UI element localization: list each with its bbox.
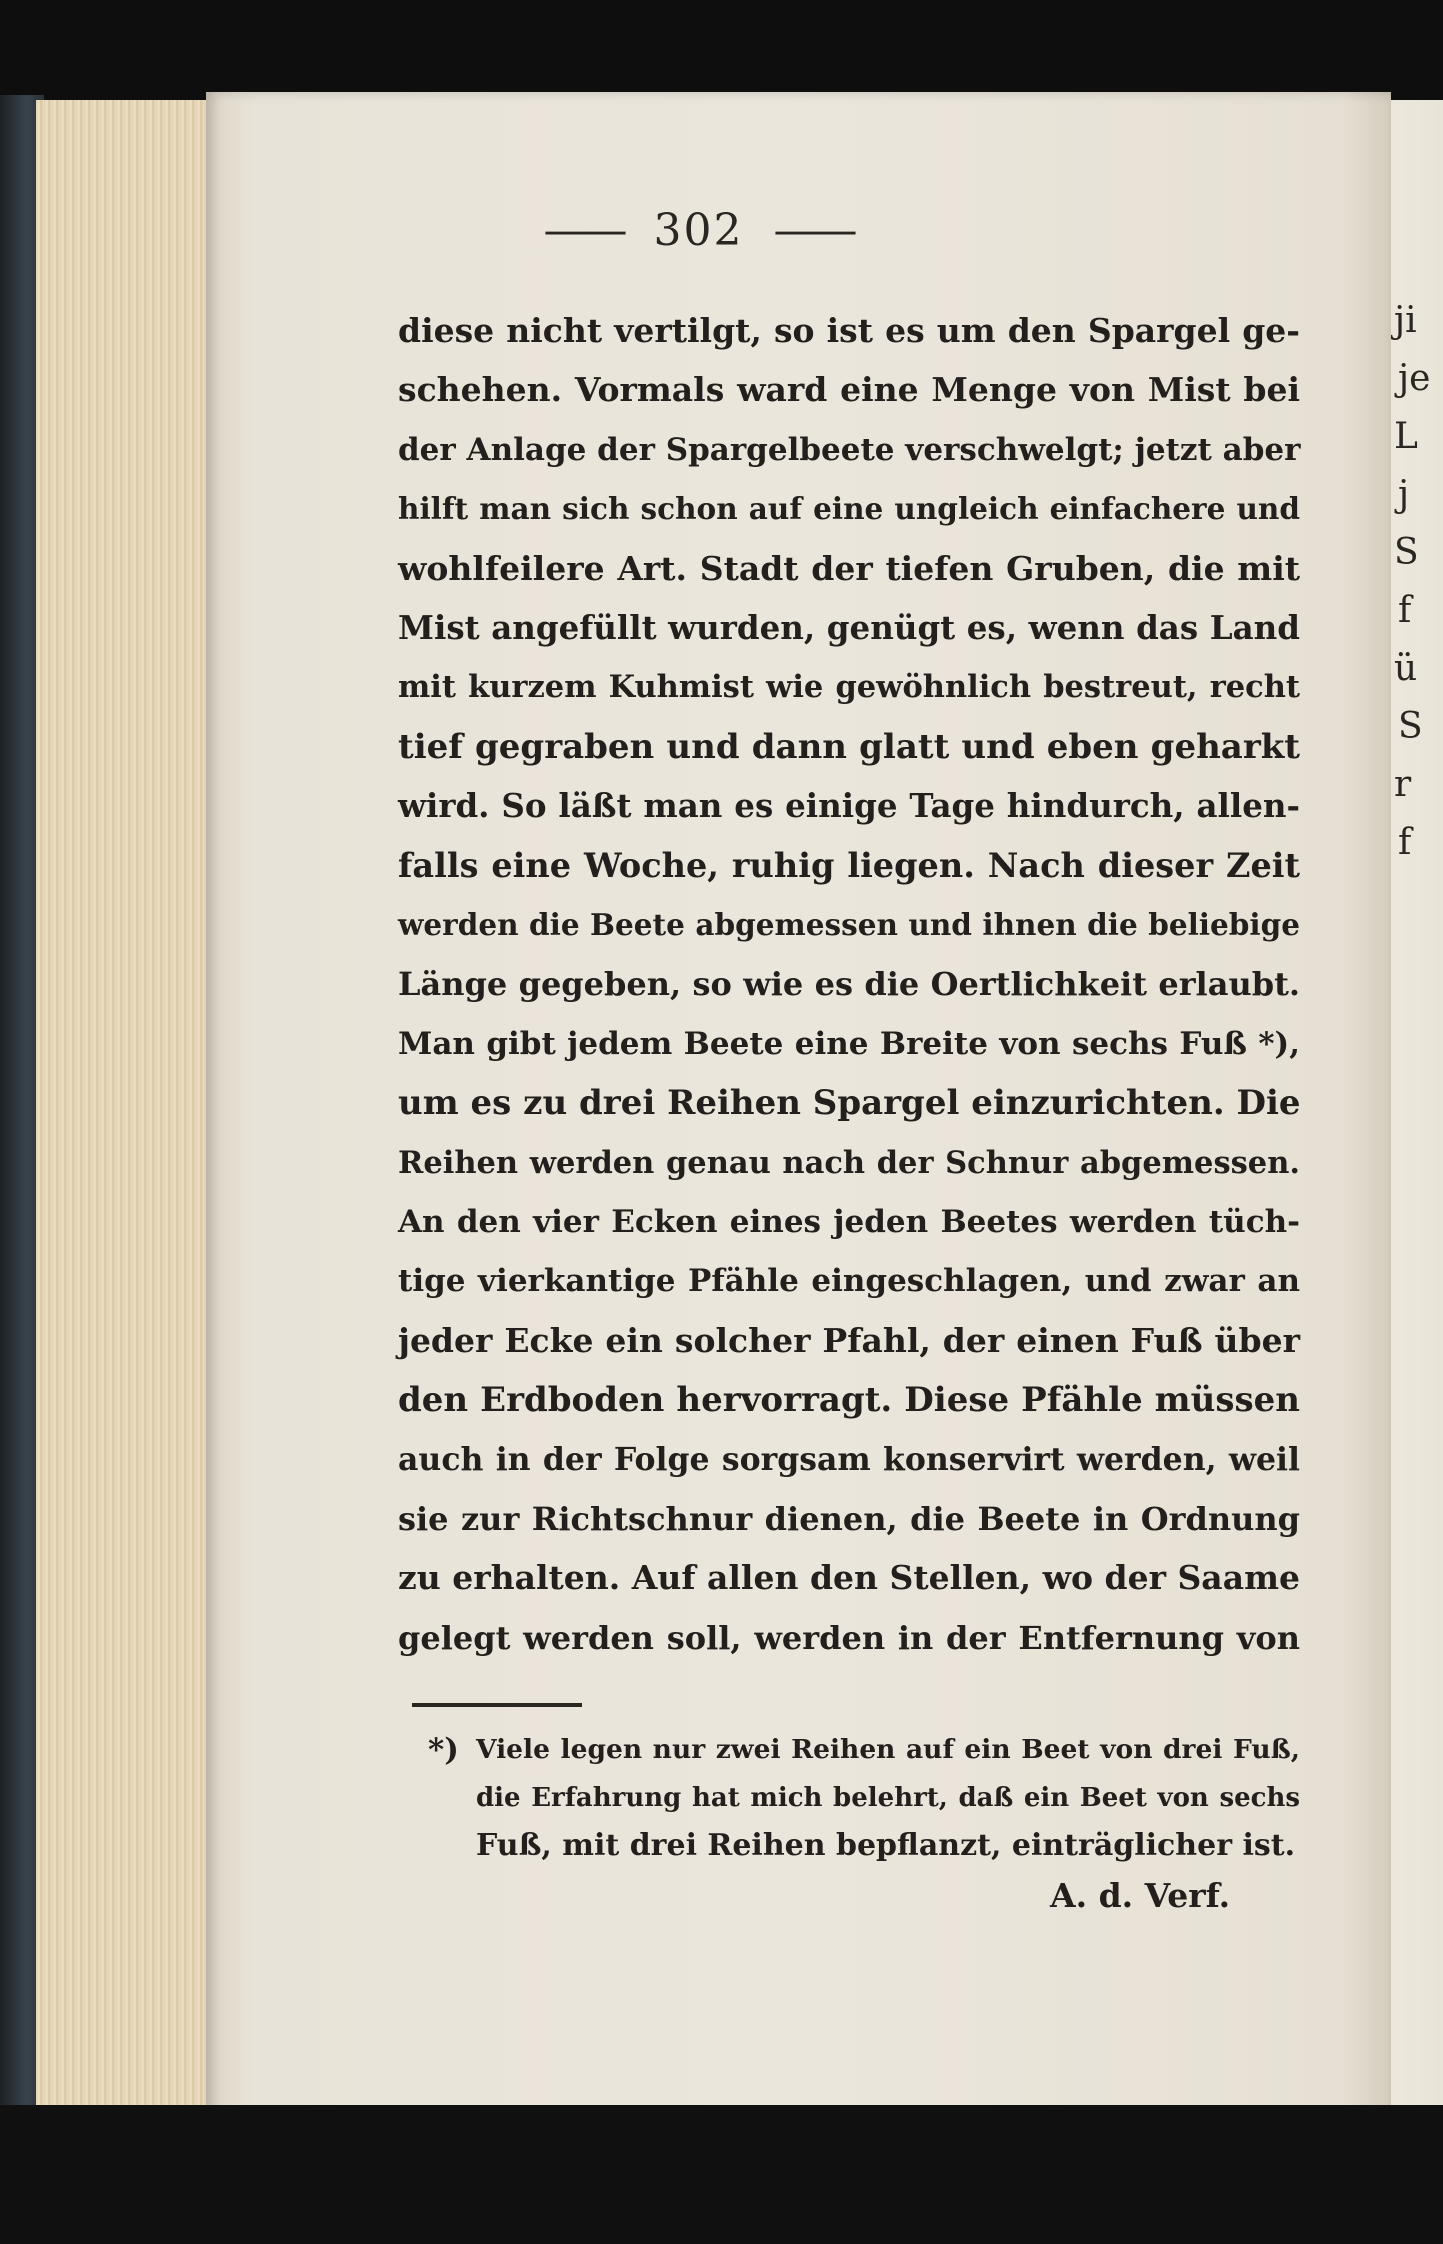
body-line: Mist angefüllt wurden, genügt es, wenn das Land	[398, 608, 1300, 647]
facing-page-fragment: r	[1394, 764, 1412, 805]
body-line: Länge gegeben, so wie es die Oertlichkeit erlaubt.	[398, 965, 1300, 1004]
body-line: An den vier Ecken eines jeden Beetes werden tüch-	[398, 1204, 1300, 1240]
body-line: wohlfeilere Art. Stadt der tiefen Gruben, die mit	[398, 548, 1300, 588]
body-line: werden die Beete abgemessen und ihnen die beliebige	[398, 907, 1300, 942]
body-line: den Erdboden hervorragt. Diese Pfähle müssen	[398, 1380, 1300, 1421]
page-stack-edge	[36, 100, 216, 2110]
facing-page-fragment: je	[1398, 358, 1431, 399]
body-line: jeder Ecke ein solcher Pfahl, der einen Fuß über	[398, 1320, 1300, 1360]
facing-page-fragment: f	[1398, 822, 1412, 863]
body-line: tief gegraben und dann glatt und eben geharkt	[398, 726, 1300, 767]
footnote-marker: *)	[428, 1732, 459, 1768]
body-line: Man gibt jedem Beete eine Breite von sechs Fuß *),	[398, 1025, 1300, 1062]
body-line: diese nicht vertilgt, so ist es um den Spargel ge-	[398, 311, 1300, 350]
body-line: mit kurzem Kuhmist wie gewöhnlich bestreut, recht	[398, 669, 1300, 706]
footnote-line: Fuß, mit drei Reihen bepflanzt, einträglicher ist.	[476, 1828, 1296, 1863]
body-line: um es zu drei Reihen Spargel einzurichten. Die	[398, 1083, 1301, 1124]
body-line: hilft man sich schon auf eine ungleich einfachere und	[398, 491, 1300, 527]
body-line: falls eine Woche, ruhig liegen. Nach dieser Zeit	[398, 845, 1300, 885]
facing-page-fragment: S	[1398, 706, 1423, 747]
body-line: zu erhalten. Auf allen den Stellen, wo der Saame	[398, 1558, 1300, 1598]
facing-page-fragment: ü	[1394, 648, 1418, 689]
body-line: sie zur Richtschnur dienen, die Beete in Ordnung	[398, 1500, 1300, 1538]
page-number-value: 302	[653, 205, 744, 256]
facing-page-fragment: S	[1394, 532, 1419, 573]
body-line: tige vierkantige Pfähle eingeschlagen, und zwar an	[398, 1263, 1300, 1300]
body-line: Reihen werden genau nach der Schnur abgemessen.	[398, 1144, 1300, 1181]
page-number: —— 302 ——	[543, 205, 854, 256]
footnote-signature: A. d. Verf.	[1050, 1876, 1231, 1915]
dark-background-bottom	[0, 2105, 1443, 2244]
footnote-line: die Erfahrung hat mich belehrt, daß ein Beet von sechs	[476, 1783, 1300, 1813]
body-line: der Anlage der Spargelbeete verschwelgt; jetzt aber	[398, 431, 1301, 468]
body-line: wird. So läßt man es einige Tage hindurch, allen-	[398, 786, 1300, 826]
footnote-line: Viele legen nur zwei Reihen auf ein Beet von drei Fuß,	[476, 1734, 1300, 1765]
footnote-rule	[412, 1703, 582, 1707]
facing-page-fragment: f	[1398, 590, 1412, 631]
facing-page-fragment: L	[1394, 416, 1418, 457]
facing-page-fragment: j	[1398, 474, 1410, 515]
body-line: gelegt werden soll, werden in der Entfernung von	[398, 1618, 1300, 1657]
dark-background-top	[0, 0, 1443, 100]
body-line: auch in der Folge sorgsam konservirt werden, weil	[398, 1440, 1300, 1478]
body-line: schehen. Vormals ward eine Menge von Mist bei	[398, 370, 1300, 410]
facing-page-fragment: ji	[1394, 300, 1417, 341]
